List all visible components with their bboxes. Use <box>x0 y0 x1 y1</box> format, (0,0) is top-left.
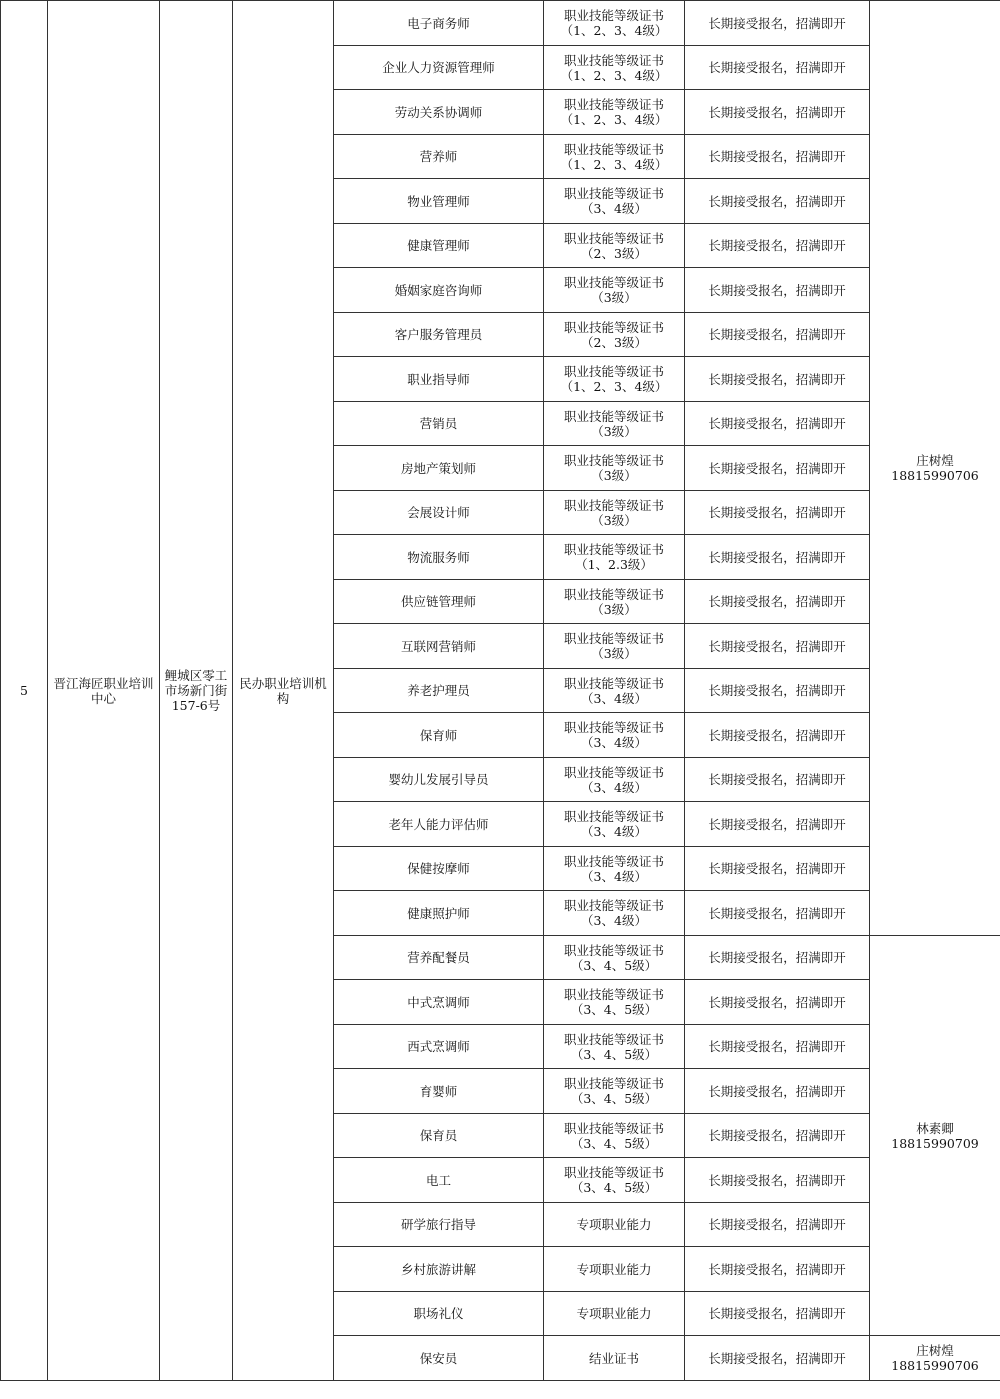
certificate-type: 职业技能等级证书 <box>563 497 664 513</box>
certificate-cell <box>544 891 685 936</box>
enrollment-status-cell: 长期接受报名，招满即开 <box>685 1158 870 1203</box>
enrollment-status-cell: 长期接受报名，招满即开 <box>685 135 870 179</box>
course-name-cell: 养老护理员 <box>334 669 544 713</box>
certificate-cell <box>544 491 685 535</box>
certificate-cell <box>544 1292 685 1336</box>
certificate-type: 职业技能等级证书 <box>563 809 664 824</box>
course-name-cell: 物业管理师 <box>334 179 544 224</box>
certificate-levels: （3、4、5级） <box>570 1046 658 1062</box>
certificate-levels: （3、4、5级） <box>570 1180 658 1195</box>
certificate-type: 职业技能等级证书 <box>563 141 664 157</box>
course-name-cell: 育婴师 <box>334 1069 544 1114</box>
course-name-cell: 电工 <box>334 1158 544 1203</box>
certificate-type: 职业技能等级证书 <box>563 1120 664 1136</box>
course-name-cell: 保健按摩师 <box>334 847 544 891</box>
certificate-type: 职业技能等级证书 <box>563 319 664 335</box>
certificate-type: 职业技能等级证书 <box>563 8 664 23</box>
certificate-levels: （1、2.3级） <box>575 557 653 572</box>
contact-cell: 庄树煌18815990706 <box>870 1336 1000 1381</box>
certificate-levels: （3、4、5级） <box>570 1002 658 1017</box>
certificate-cell <box>544 1158 685 1203</box>
enrollment-status-cell: 长期接受报名，招满即开 <box>685 46 870 90</box>
contact-cell: 林素卿18815990709 <box>870 936 1000 1336</box>
certificate-levels: （3、4级） <box>581 690 647 706</box>
certificate-levels: （1、2、3、4级） <box>560 156 668 172</box>
certificate-type: 职业技能等级证书 <box>563 542 664 557</box>
table-body <box>1 1 1000 1381</box>
enrollment-status-cell: 长期接受报名，招满即开 <box>685 980 870 1025</box>
certificate-type: 职业技能等级证书 <box>563 230 664 246</box>
course-name-cell: 企业人力资源管理师 <box>334 46 544 90</box>
certificate-cell <box>544 224 685 268</box>
course-name-cell: 西式烹调师 <box>334 1025 544 1069</box>
course-name-cell: 电子商务师 <box>334 1 544 46</box>
certificate-cell <box>544 313 685 357</box>
certificate-type: 职业技能等级证书 <box>563 764 664 780</box>
certificate-cell <box>544 713 685 758</box>
certificate-type: 职业技能等级证书 <box>563 275 664 290</box>
enrollment-status-cell: 长期接受报名，招满即开 <box>685 758 870 802</box>
enrollment-status-cell: 长期接受报名，招满即开 <box>685 402 870 446</box>
course-name-cell: 保育师 <box>334 713 544 758</box>
enrollment-status-cell: 长期接受报名，招满即开 <box>685 669 870 713</box>
certificate-cell <box>544 802 685 847</box>
certificate-levels: （1、2、3、4级） <box>560 67 668 83</box>
certificate-type: 职业技能等级证书 <box>563 586 664 602</box>
enrollment-status-cell: 长期接受报名，招满即开 <box>685 90 870 135</box>
certificate-cell <box>544 580 685 624</box>
enrollment-status-cell: 长期接受报名，招满即开 <box>685 1 870 46</box>
certificate-type: 职业技能等级证书 <box>563 453 664 468</box>
course-name-cell: 会展设计师 <box>334 491 544 535</box>
course-name-cell: 客户服务管理员 <box>334 313 544 357</box>
certificate-type: 职业技能等级证书 <box>563 408 664 424</box>
certificate-levels: （1、2、3、4级） <box>560 112 668 127</box>
course-name-cell: 营养师 <box>334 135 544 179</box>
certificate-cell <box>544 980 685 1025</box>
certificate-levels: （3级） <box>591 290 637 305</box>
enrollment-status-cell: 长期接受报名，招满即开 <box>685 224 870 268</box>
course-name-cell: 房地产策划师 <box>334 446 544 491</box>
certificate-levels: （3级） <box>591 423 637 439</box>
course-name-cell: 职场礼仪 <box>334 1292 544 1336</box>
certificate-type: 职业技能等级证书 <box>563 52 664 68</box>
certificate-cell <box>544 624 685 669</box>
certificate-cell <box>544 446 685 491</box>
certificate-type: 职业技能等级证书 <box>563 631 664 646</box>
enrollment-status-cell: 长期接受报名，招满即开 <box>685 847 870 891</box>
course-name-cell: 保安员 <box>334 1336 544 1381</box>
certificate-levels: （3级） <box>591 646 637 661</box>
certificate-type: 职业技能等级证书 <box>563 1076 664 1091</box>
certificate-type: 结业证书 <box>588 1350 639 1366</box>
enrollment-status-cell: 长期接受报名，招满即开 <box>685 1292 870 1336</box>
course-name-cell: 保育员 <box>334 1114 544 1158</box>
certificate-cell <box>544 1 685 46</box>
org-type-cell: 民办职业培训机构 <box>233 1 334 1381</box>
certificate-cell <box>544 268 685 313</box>
certificate-type: 职业技能等级证书 <box>563 853 664 869</box>
course-name-cell: 营养配餐员 <box>334 936 544 980</box>
certificate-cell <box>544 135 685 179</box>
enrollment-status-cell: 长期接受报名，招满即开 <box>685 357 870 402</box>
enrollment-status-cell: 长期接受报名，招满即开 <box>685 1114 870 1158</box>
enrollment-status-cell: 长期接受报名，招满即开 <box>685 891 870 936</box>
enrollment-status-cell: 长期接受报名，招满即开 <box>685 580 870 624</box>
certificate-cell <box>544 90 685 135</box>
certificate-levels: （3、4、5级） <box>570 957 658 973</box>
course-name-cell: 物流服务师 <box>334 535 544 580</box>
certificate-levels: （3级） <box>591 468 637 483</box>
certificate-cell <box>544 46 685 90</box>
certificate-levels: （3、4级） <box>581 201 647 216</box>
enrollment-status-cell: 长期接受报名，招满即开 <box>685 179 870 224</box>
course-name-cell: 老年人能力评估师 <box>334 802 544 847</box>
certificate-levels: （3级） <box>591 512 637 528</box>
enrollment-status-cell: 长期接受报名，招满即开 <box>685 1203 870 1247</box>
certificate-levels: （3、4级） <box>581 779 647 795</box>
certificate-cell <box>544 1203 685 1247</box>
enrollment-status-cell: 长期接受报名，招满即开 <box>685 1247 870 1292</box>
certificate-levels: （3、4级） <box>581 913 647 928</box>
course-name-cell: 婴幼儿发展引导员 <box>334 758 544 802</box>
certificate-levels: （1、2、3、4级） <box>560 379 668 394</box>
certificate-type: 职业技能等级证书 <box>563 942 664 958</box>
course-name-cell: 中式烹调师 <box>334 980 544 1025</box>
certificate-type: 职业技能等级证书 <box>563 97 664 112</box>
table-row <box>1 1 1000 46</box>
org-name-cell: 晋江海匠职业培训中心 <box>48 1 160 1381</box>
enrollment-status-cell: 长期接受报名，招满即开 <box>685 1336 870 1381</box>
certificate-levels: （2、3级） <box>581 245 647 261</box>
certificate-type: 职业技能等级证书 <box>563 720 664 735</box>
certificate-type: 职业技能等级证书 <box>563 1031 664 1047</box>
certificate-type: 职业技能等级证书 <box>563 186 664 201</box>
certificate-levels: （1、2、3、4级） <box>560 23 668 38</box>
certificate-cell <box>544 847 685 891</box>
enrollment-status-cell: 长期接受报名，招满即开 <box>685 491 870 535</box>
certificate-cell <box>544 1336 685 1381</box>
enrollment-status-cell: 长期接受报名，招满即开 <box>685 1025 870 1069</box>
certificate-type: 职业技能等级证书 <box>563 987 664 1002</box>
contact-cell: 庄树煌18815990706 <box>870 1 1000 936</box>
enrollment-status-cell: 长期接受报名，招满即开 <box>685 802 870 847</box>
course-name-cell: 营销员 <box>334 402 544 446</box>
certificate-type: 专项职业能力 <box>576 1261 652 1277</box>
enrollment-status-cell: 长期接受报名，招满即开 <box>685 1069 870 1114</box>
course-name-cell: 供应链管理师 <box>334 580 544 624</box>
certificate-cell <box>544 936 685 980</box>
certificate-levels: （2、3级） <box>581 334 647 350</box>
certificate-levels: （3、4级） <box>581 824 647 839</box>
enrollment-status-cell: 长期接受报名，招满即开 <box>685 268 870 313</box>
enrollment-status-cell: 长期接受报名，招满即开 <box>685 446 870 491</box>
certificate-cell <box>544 357 685 402</box>
certificate-cell <box>544 669 685 713</box>
certificate-levels: （3、4、5级） <box>570 1091 658 1106</box>
certificate-cell <box>544 758 685 802</box>
certificate-cell <box>544 1114 685 1158</box>
certificate-type: 职业技能等级证书 <box>563 898 664 913</box>
certificate-cell <box>544 1247 685 1292</box>
certificate-levels: （3、4级） <box>581 868 647 884</box>
certificate-cell <box>544 535 685 580</box>
certificate-type: 职业技能等级证书 <box>563 364 664 379</box>
enrollment-status-cell: 长期接受报名，招满即开 <box>685 535 870 580</box>
certificate-levels: （3级） <box>591 601 637 617</box>
certificate-type: 职业技能等级证书 <box>563 1165 664 1180</box>
certificate-type: 专项职业能力 <box>576 1306 652 1321</box>
course-name-cell: 婚姻家庭咨询师 <box>334 268 544 313</box>
course-name-cell: 健康管理师 <box>334 224 544 268</box>
course-name-cell: 健康照护师 <box>334 891 544 936</box>
certificate-cell <box>544 1069 685 1114</box>
row-index-cell: 5 <box>1 1 48 1381</box>
enrollment-status-cell: 长期接受报名，招满即开 <box>685 313 870 357</box>
certificate-levels: （3、4级） <box>581 735 647 750</box>
course-name-cell: 互联网营销师 <box>334 624 544 669</box>
certificate-cell <box>544 1025 685 1069</box>
enrollment-status-cell: 长期接受报名，招满即开 <box>685 713 870 758</box>
address-cell: 鲤城区零工市场新门街157-6号 <box>160 1 233 1381</box>
course-name-cell: 职业指导师 <box>334 357 544 402</box>
certificate-cell <box>544 179 685 224</box>
certificate-type: 专项职业能力 <box>576 1217 652 1232</box>
certificate-levels: （3、4、5级） <box>570 1135 658 1151</box>
course-name-cell: 研学旅行指导 <box>334 1203 544 1247</box>
certificate-cell <box>544 402 685 446</box>
course-name-cell: 乡村旅游讲解 <box>334 1247 544 1292</box>
certificate-type: 职业技能等级证书 <box>563 675 664 691</box>
enrollment-status-cell: 长期接受报名，招满即开 <box>685 624 870 669</box>
enrollment-status-cell: 长期接受报名，招满即开 <box>685 936 870 980</box>
course-name-cell: 劳动关系协调师 <box>334 90 544 135</box>
